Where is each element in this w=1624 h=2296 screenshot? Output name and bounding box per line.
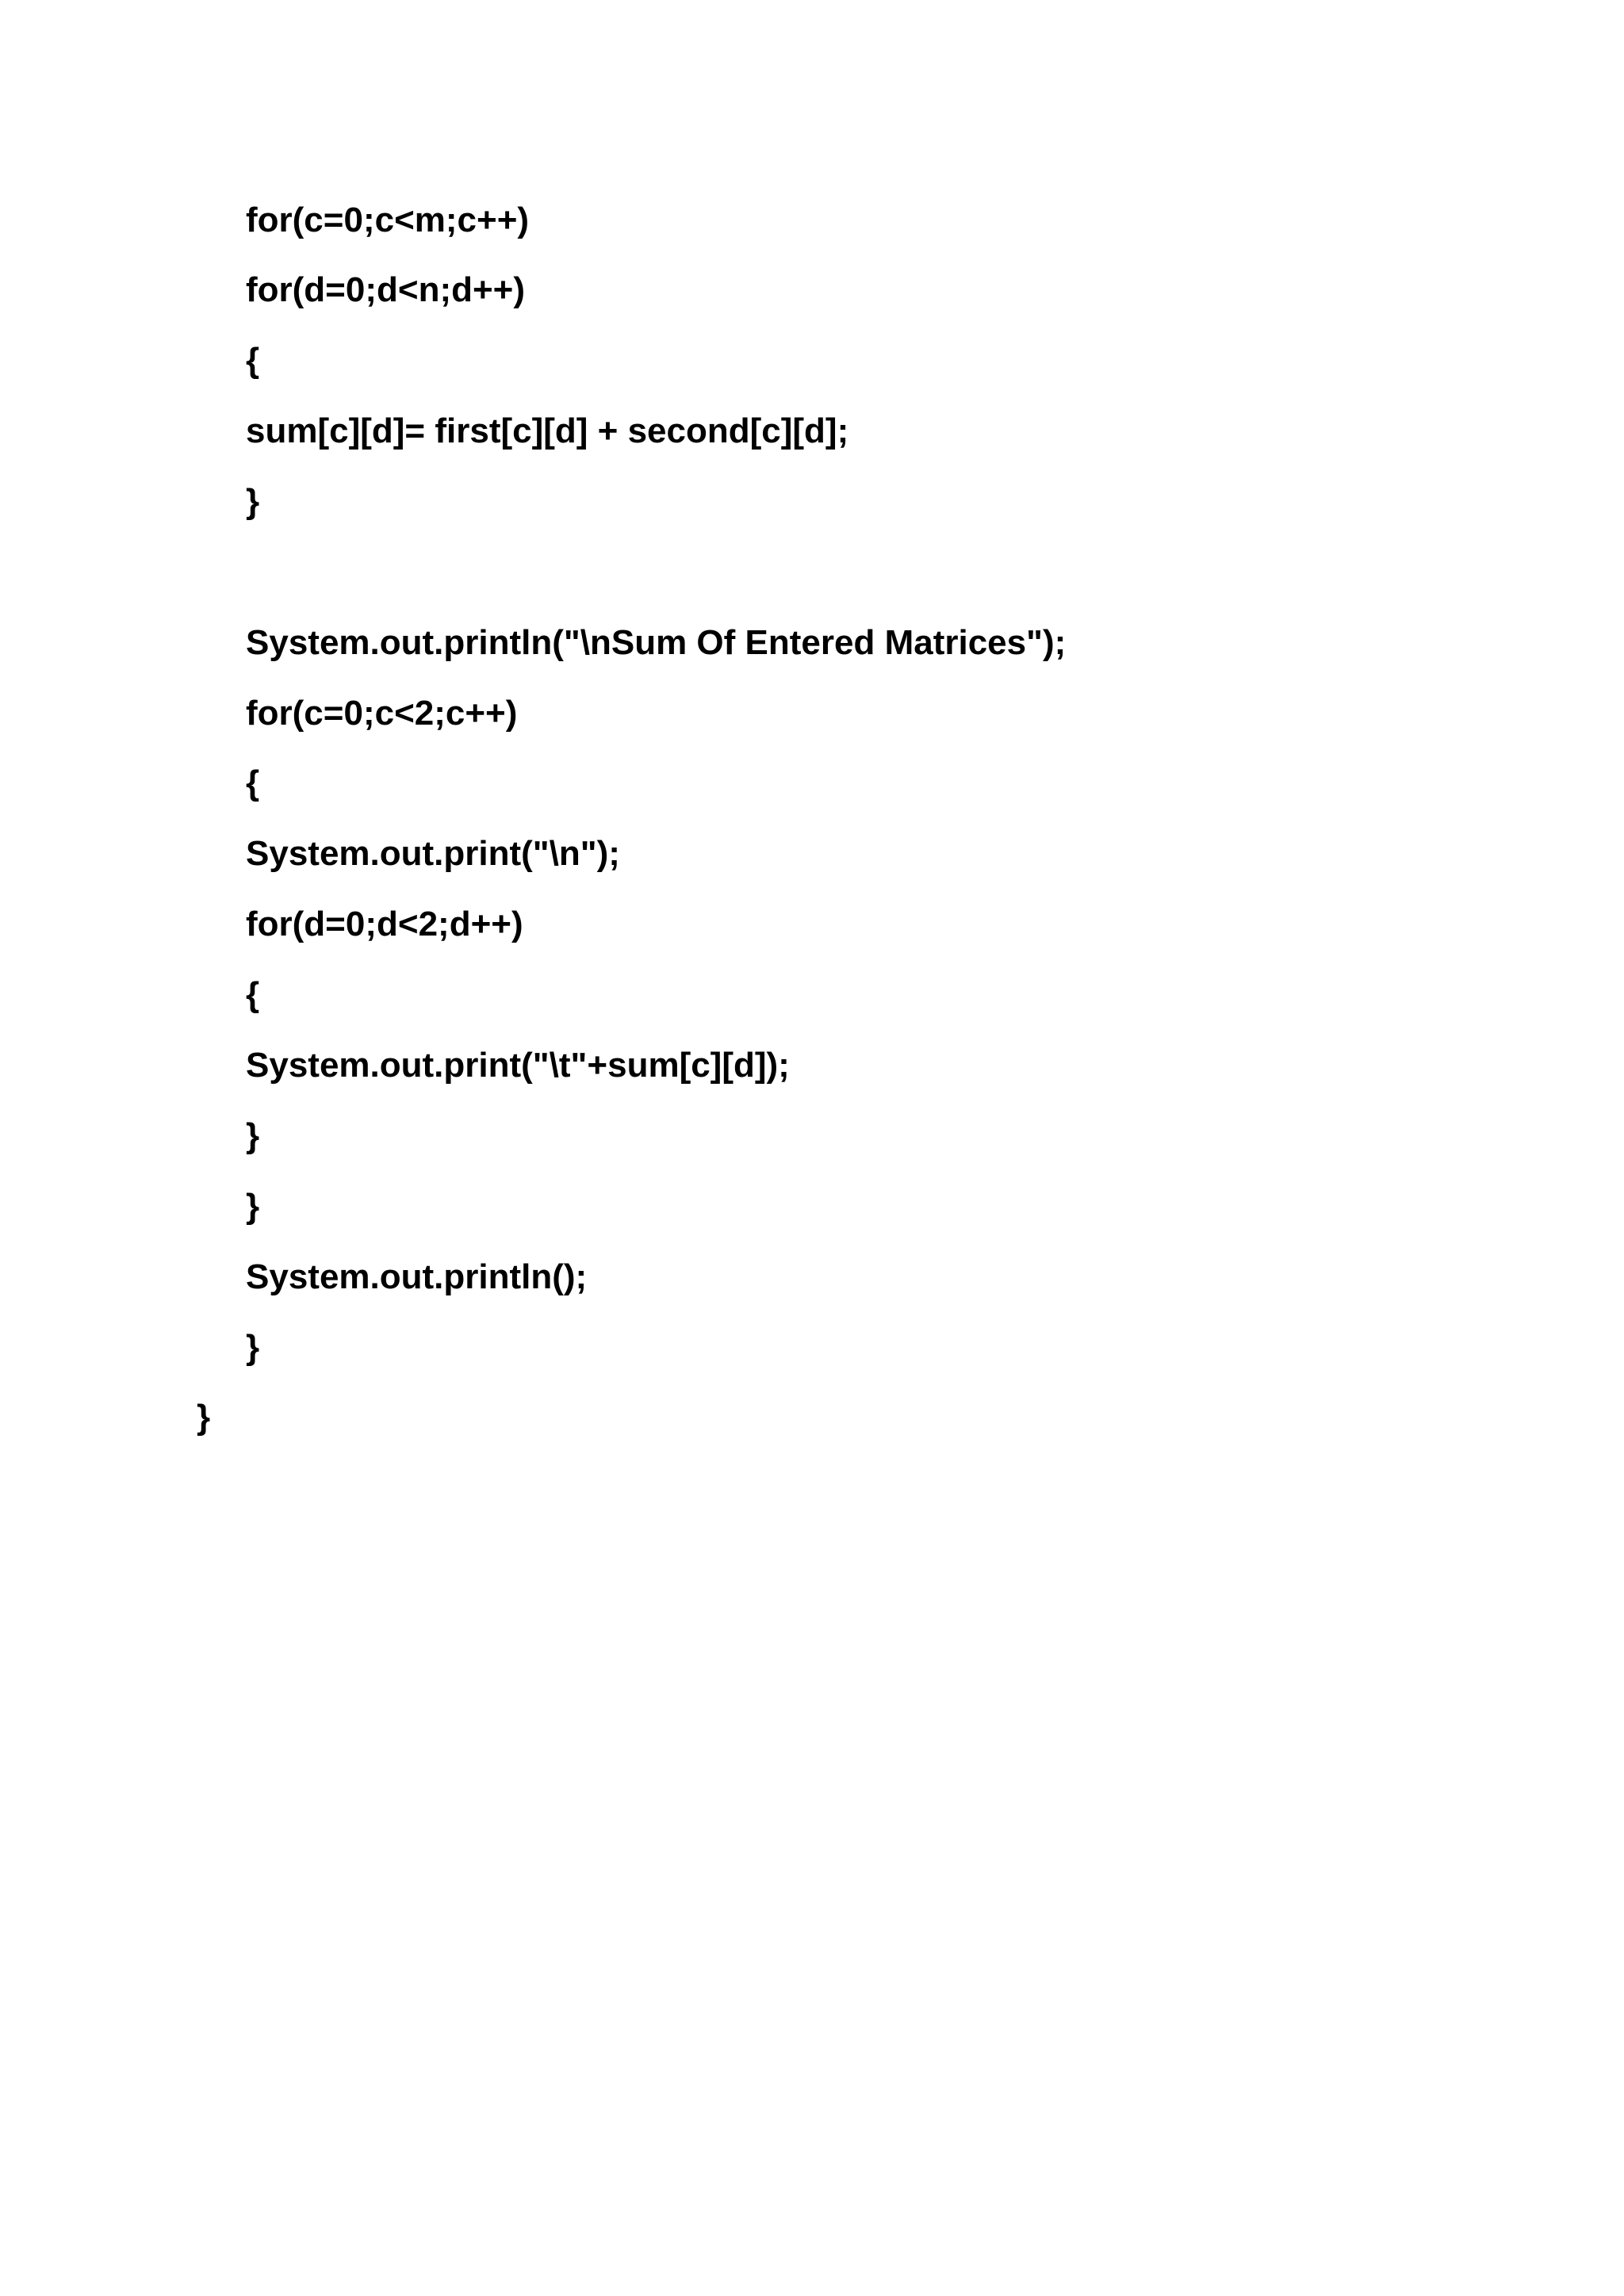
code-line: System.out.println();: [246, 1257, 588, 1296]
code-line: }: [246, 1116, 260, 1155]
code-line: }: [246, 1187, 260, 1226]
code-line: {: [246, 975, 260, 1014]
code-line: for(c=0;c<2;c++): [246, 694, 518, 733]
code-line: System.out.print("\t"+sum[c][d]);: [246, 1046, 790, 1085]
code-line: sum[c][d]= first[c][d] + second[c][d];: [246, 411, 849, 450]
code-line: System.out.println("\nSum Of Entered Matrices");: [246, 623, 1067, 662]
code-line: for(c=0;c<m;c++): [246, 201, 530, 239]
code-line: System.out.print("\n");: [246, 834, 620, 873]
code-line: {: [246, 763, 260, 802]
code-line: }: [246, 482, 260, 521]
code-line: {: [246, 341, 260, 380]
code-line: }: [246, 1328, 260, 1367]
code-line: for(d=0;d<n;d++): [246, 270, 526, 309]
code-line: }: [197, 1398, 211, 1437]
code-line: for(d=0;d<2;d++): [246, 905, 523, 943]
